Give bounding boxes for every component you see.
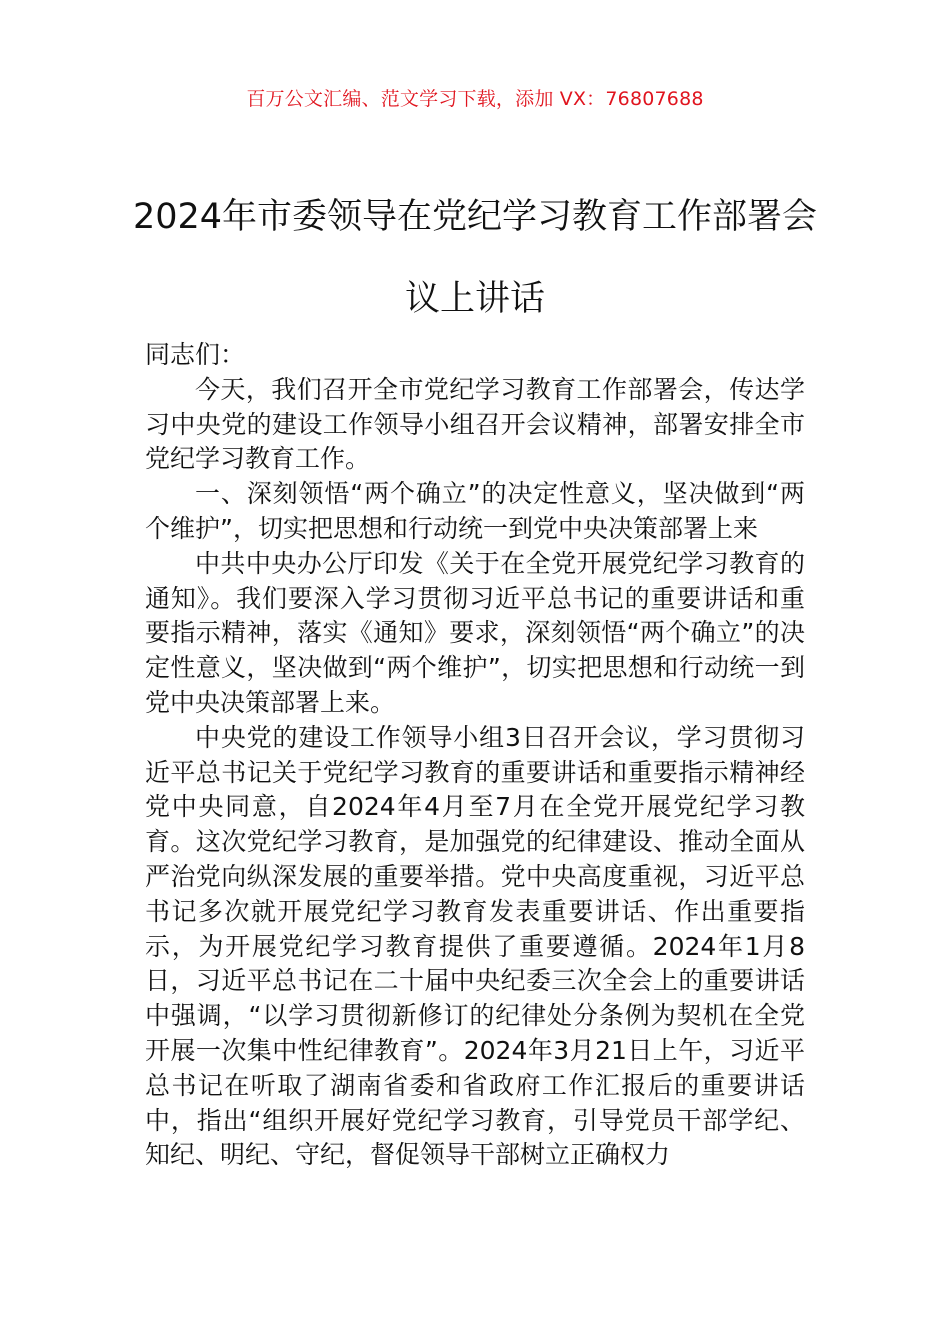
paragraph-meeting: 中央党的建设工作领导小组3日召开会议，学习贯彻习近平总书记关于党纪学习教育的重要讲话和重要指示精神经党中央同意，自2024年4月至7月在全党开展党纪学习教育。这次党纪学习教育，是加强党的纪律建设、推动全面从严治党向纵深发展的重要举措。党中央高度重视，习近平总书记多次就开展党纪学习教育发表重要讲话、作出重要指示，为开展党纪学习教育提供了重要遵循。2024年1月8日，习近平总书记在二十届中央纪委三次全会上的重要讲话中强调，“以学习贯彻新修订的纪律处分条例为契机在全党开展一次集中性纪律教育”。2024年3月21日上午，习近平总书记在听取了湖南省委和省政府工作汇报后的重要讲话中，指出“组织开展好党纪学习教育，引导党员干部学纪、知纪、明纪、守纪，督促领导干部树立正确权力 xyxy=(145,722,805,1170)
paragraph-intro: 今天，我们召开全市党纪学习教育工作部署会，传达学习中央党的建设工作领导小组召开会议精神，部署安排全市党纪学习教育工作。 xyxy=(145,374,805,474)
salutation: 同志们： xyxy=(145,340,246,369)
document-body xyxy=(145,338,805,1173)
section-heading-1: 一、深刻领悟“两个确立”的决定性意义，坚决做到“两个维护”，切实把思想和行动统一到党中央决策部署上来 xyxy=(145,479,805,543)
header-watermark-note: 百万公文汇编、范文学习下载，添加 VX：76807688 xyxy=(246,88,704,110)
paragraph-notice: 中共中央办公厅印发《关于在全党开展党纪学习教育的通知》。我们要深入学习贯彻习近平总书记的重要讲话和重要指示精神，落实《通知》要求，深刻领悟“两个确立”的决定性意义，坚决做到“两个维护”，切实把思想和行动统一到党中央决策部署上来。 xyxy=(145,548,805,717)
document-title: 2024年市委领导在党纪学习教育工作部署会议上讲话 xyxy=(132,197,818,319)
